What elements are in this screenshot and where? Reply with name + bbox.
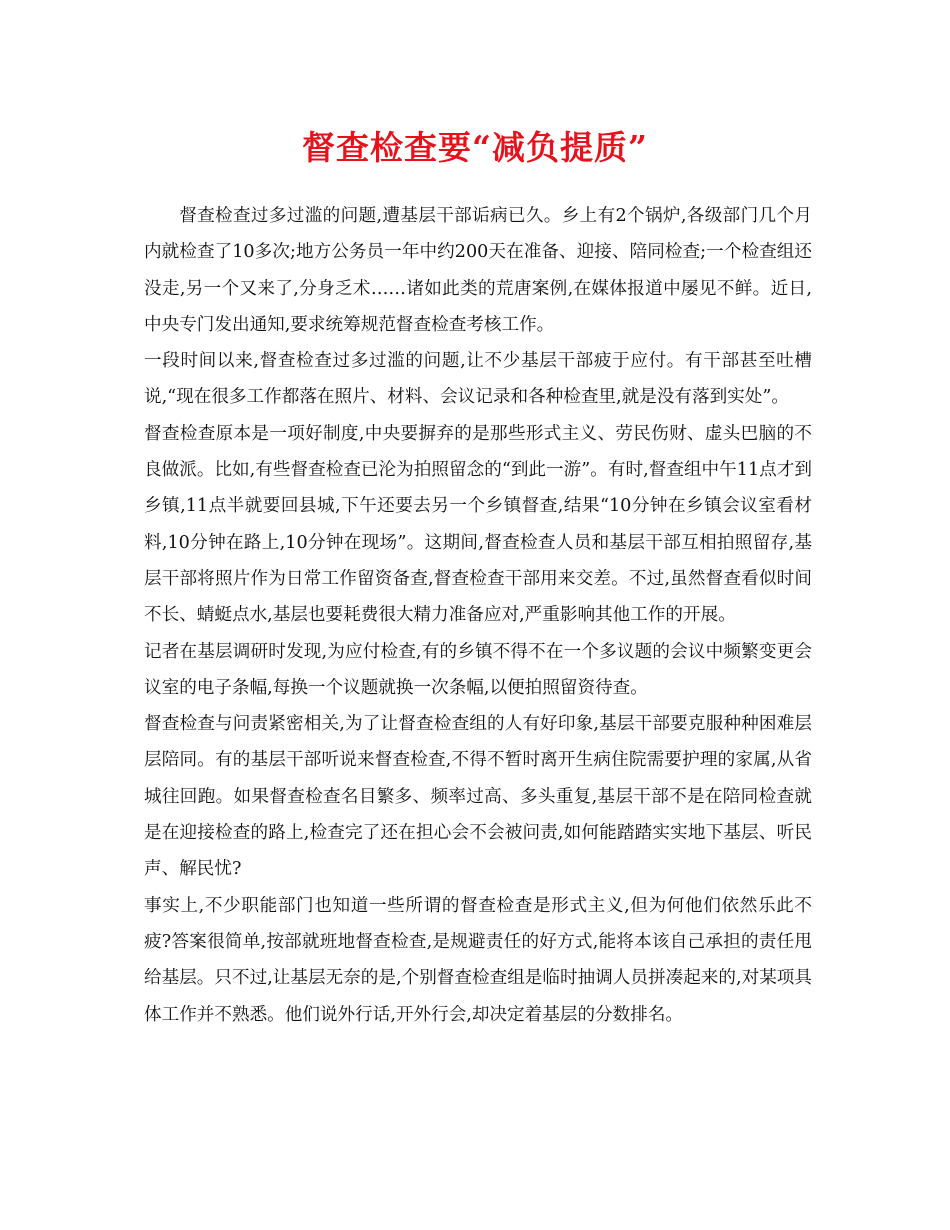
article-paragraph-5: 督查检查与问责紧密相关,为了让督查检查组的人有好印象,基层干部要克服种种困难层层陪同。有的基层干部听说来督查检查,不得不暂时离开生病住院需要护理的家属,从省城往回跑。如果督查检查名目繁多、频率过高、多头重复,基层干部不是在陪同检查就是在迎接检查的路上,检查完了还在担心会不会被问责,如何能踏踏实实地下基层、听民声、解民忧? <box>144 714 812 880</box>
article-paragraph-2: 一段时间以来,督查检查过多过滥的问题,让不少基层干部疲于应付。有干部甚至吐槽说,“现在很多工作都落在照片、材料、会议记录和各种检查里,就是没有落到实处”。 <box>144 351 812 408</box>
article-paragraph-3: 督查检查原本是一项好制度,中央要摒弃的是那些形式主义、劳民伤财、虚头巴脑的不良做派。比如,有些督查检查已沦为拍照留念的“到此一游”。有时,督查组中午11点才到乡镇,11点半就要回县城,下午还要去另一个乡镇督查,结果“10分钟在乡镇会议室看材料,10分钟在路上,10分钟在现场”。这期间,督查检查人员和基层干部互相拍照留存,基层干部将照片作为日常工作留资备查,督查检查干部用来交差。不过,虽然督查看似时间不长、蜻蜓点水,基层也要耗费很大精力准备应对,严重影响其他工作的开展。 <box>144 423 812 626</box>
article-body <box>144 198 812 1033</box>
article-paragraph-4: 记者在基层调研时发现,为应付检查,有的乡镇不得不在一个多议题的会议中频繁变更会议室的电子条幅,每换一个议题就换一次条幅,以便拍照留资待查。 <box>144 641 812 698</box>
article-paragraph-6: 事实上,不少职能部门也知道一些所谓的督查检查是形式主义,但为何他们依然乐此不疲?答案很简单,按部就班地督查检查,是规避责任的好方式,能将本该自己承担的责任甩给基层。只不过,让基层无奈的是,个别督查检查组是临时抽调人员拼凑起来的,对某项具体工作并不熟悉。他们说外行话,开外行会,却决定着基层的分数排名。 <box>144 895 812 1025</box>
article-paragraph-1: 督查检查过多过滥的问题,遭基层干部诟病已久。乡上有2个锅炉,各级部门几个月内就检查了10多次;地方公务员一年中约200天在准备、迎接、陪同检查;一个检查组还没走,另一个又来了,分身乏术……诸如此类的荒唐案例,在媒体报道中屡见不鲜。近日,中央专门发出通知,要求统筹规范督查检查考核工作。 <box>144 206 812 335</box>
document-title: 督查检查要“减负提质” <box>302 128 648 167</box>
